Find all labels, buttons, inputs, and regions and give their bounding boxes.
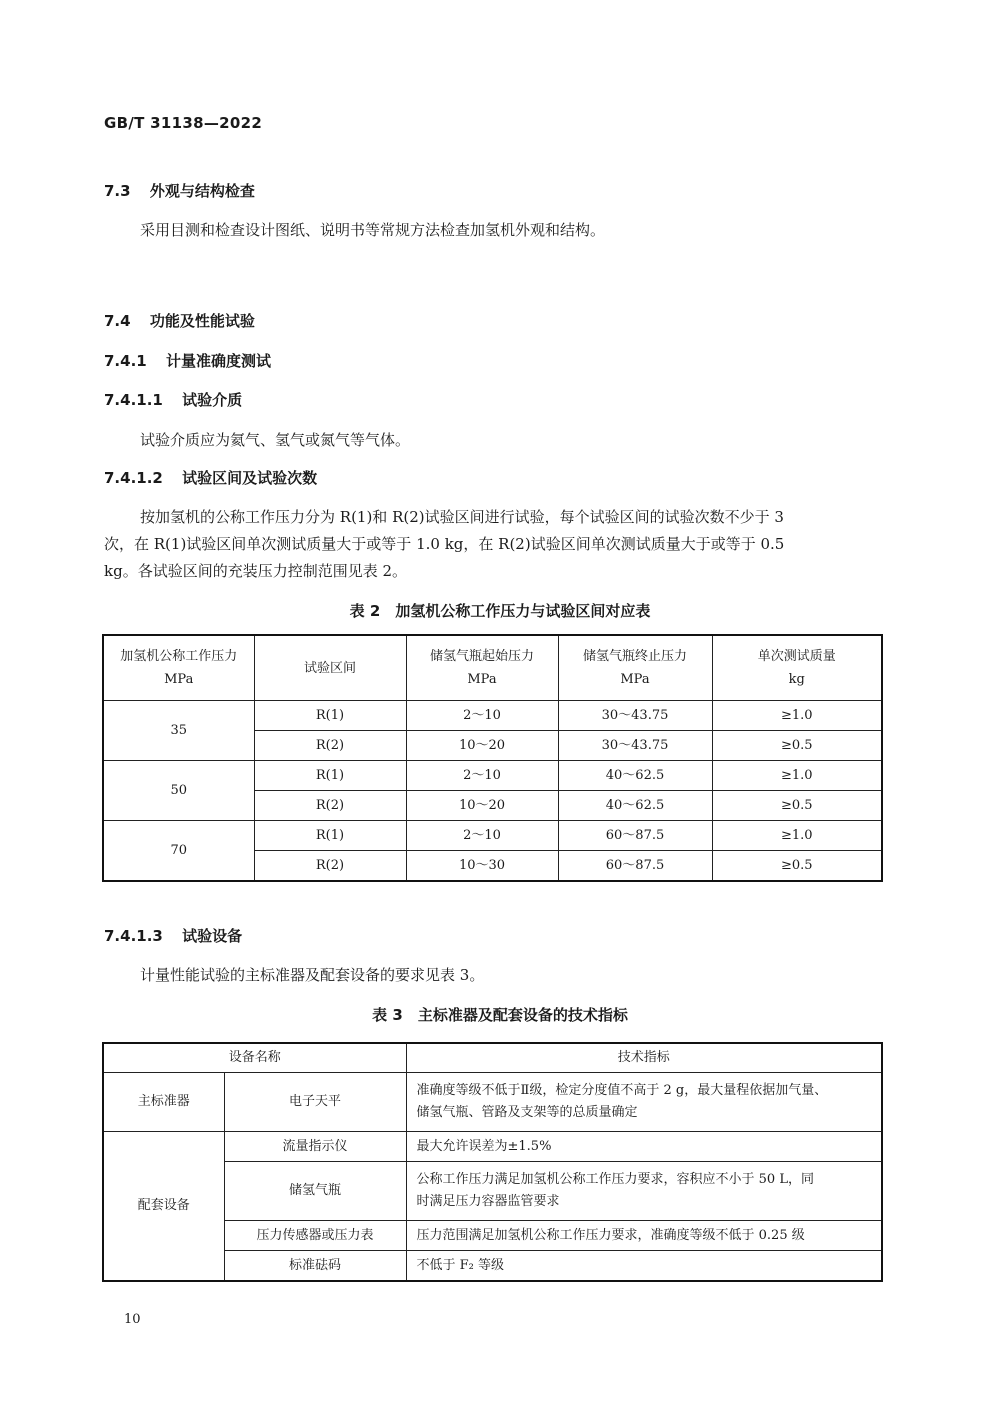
section-7-3-heading [104,180,255,201]
header-cell: 设备名称 [103,1043,406,1073]
table-cell: 30～43.75 [558,701,712,731]
pressure-cell: 70 [103,821,254,882]
table-2 [102,634,883,882]
table-3 [102,1042,883,1282]
section-7-4-1-2-body-line-1: 按加氢机的公称工作压力分为 R(1)和 R(2)试验区间进行试验，每个试验区间的试验次数不少于 3 [140,508,784,526]
table-cell: ≥0.5 [712,851,882,882]
section-7-4-1-2-heading [104,467,317,488]
header-cell: 加氢机公称工作压力 MPa [103,635,254,701]
section-7-4-heading [104,310,255,331]
section-title: 功能及性能试验 [149,312,255,330]
table-cell: ≥1.0 [712,761,882,791]
section-number: 7.4 [104,312,131,330]
table-cell: R(2) [254,851,406,882]
table-cell: 40～62.5 [558,761,712,791]
spec-cell: 准确度等级不低于Ⅱ级，检定分度值不高于 2 g，最大量程依据加气量、 储氢气瓶、管路及支架等的总质量确定 [406,1073,882,1132]
table-row [103,761,882,791]
table-2-caption: 表 2 加氢机公称工作压力与试验区间对应表 [349,602,651,620]
table-cell: R(1) [254,701,406,731]
equipment-name-cell: 标准砝码 [224,1251,406,1282]
section-title: 外观与结构检查 [149,182,255,200]
section-title: 试验设备 [182,927,243,945]
table-3-caption: 表 3 主标准器及配套设备的技术指标 [372,1006,628,1024]
pressure-cell: 50 [103,761,254,821]
equipment-name-cell: 储氢气瓶 [224,1162,406,1221]
table-header-row [103,1043,882,1073]
table-cell: ≥0.5 [712,791,882,821]
table-row [103,1073,882,1132]
table-cell: 30～43.75 [558,731,712,761]
section-title: 试验介质 [182,391,243,409]
header-cell: 储氢气瓶起始压力 MPa [406,635,558,701]
table-cell: R(2) [254,791,406,821]
section-7-4-1-2-body-line-2: 次，在 R(1)试验区间单次测试质量大于或等于 1.0 kg，在 R(2)试验区间单次测试质量大于或等于 0.5 [104,535,785,553]
section-number: 7.4.1 [104,352,147,370]
section-number: 7.4.1.1 [104,391,163,409]
table-cell: 60～87.5 [558,821,712,851]
table-header-row [103,635,882,701]
table-cell: R(1) [254,821,406,851]
standard-header: GB/T 31138—2022 [104,114,263,132]
table-row [103,1132,882,1162]
table-cell: ≥1.0 [712,821,882,851]
section-number: 7.4.1.3 [104,927,163,945]
table-cell: 60～87.5 [558,851,712,882]
table-cell: 2～10 [406,821,558,851]
section-number: 7.4.1.2 [104,469,163,487]
header-cell: 技术指标 [406,1043,882,1073]
section-7-4-1-1-body: 试验介质应为氦气、氢气或氮气等气体。 [140,431,411,449]
table-cell: R(1) [254,761,406,791]
spec-cell: 压力范围满足加氢机公称工作压力要求，准确度等级不低于 0.25 级 [406,1221,882,1251]
header-cell: 试验区间 [254,635,406,701]
table-cell: ≥0.5 [712,731,882,761]
table-cell: 2～10 [406,761,558,791]
group-cell: 主标准器 [103,1073,224,1132]
table-row [103,701,882,731]
group-cell: 配套设备 [103,1132,224,1282]
table-cell: 10～20 [406,731,558,761]
header-cell: 单次测试质量 kg [712,635,882,701]
table-cell: ≥1.0 [712,701,882,731]
table-cell: 10～20 [406,791,558,821]
section-7-3-body: 采用目测和检查设计图纸、说明书等常规方法检查加氢机外观和结构。 [140,221,606,239]
table-cell: 2～10 [406,701,558,731]
pressure-cell: 35 [103,701,254,761]
section-title: 试验区间及试验次数 [182,469,318,487]
table-cell: 10～30 [406,851,558,882]
spec-cell: 公称工作压力满足加氢机公称工作压力要求，容积应不小于 50 L，同 时满足压力容器监管要求 [406,1162,882,1221]
page-number: 10 [124,1312,141,1327]
table-row [103,821,882,851]
section-7-4-1-2-body-line-3: kg。各试验区间的充装压力控制范围见表 2。 [104,562,408,580]
section-7-4-1-heading [104,350,271,371]
table-cell: R(2) [254,731,406,761]
equipment-name-cell: 流量指示仪 [224,1132,406,1162]
section-number: 7.3 [104,182,131,200]
section-title: 计量准确度测试 [165,352,271,370]
equipment-name-cell: 电子天平 [224,1073,406,1132]
section-7-4-1-3-body: 计量性能试验的主标准器及配套设备的要求见表 3。 [140,966,485,984]
section-7-4-1-1-heading [104,389,242,410]
spec-cell: 不低于 F₂ 等级 [406,1251,882,1282]
equipment-name-cell: 压力传感器或压力表 [224,1221,406,1251]
table-cell: 40～62.5 [558,791,712,821]
header-cell: 储氢气瓶终止压力 MPa [558,635,712,701]
spec-cell: 最大允许误差为±1.5% [406,1132,882,1162]
section-7-4-1-3-heading [104,925,242,946]
